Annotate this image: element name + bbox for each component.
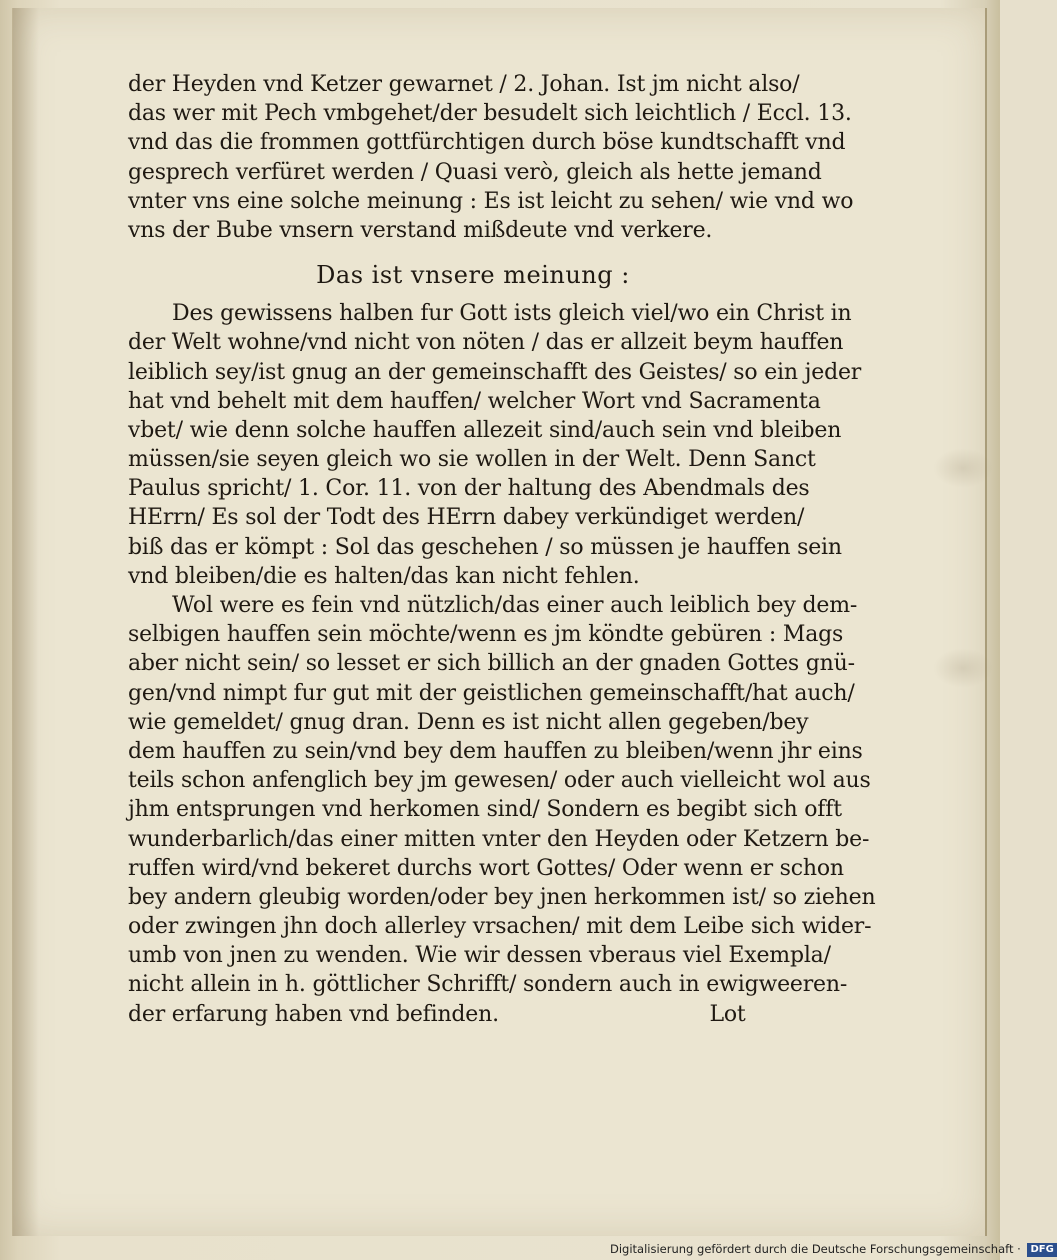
text-line: wunderbarlich/das einer mitten vnter den Heyden oder Ketzern be- [128,826,870,852]
gutter-shadow [13,8,39,1236]
ink-bleed-mark [933,448,993,488]
dfg-logo: DFG [1027,1243,1056,1257]
text-line: gesprech verfüret werden / Quasi verò, gleich als hette jemand [128,159,822,185]
text-line: umb von jnen zu wenden. Wie wir dessen vberaus viel Exempla/ [128,943,831,969]
text-line: HErrn/ Es sol der Todt des HErrn dabey verkündiget werden/ [128,505,805,531]
text-line: leiblich sey/ist gnug an der gemeinschafft des Geistes/ so ein jeder [128,359,862,385]
text-line-with-catchword: der erfarung haben vnd befinden. Lot [128,1001,746,1027]
text-line: oder zwingen jhn doch allerley vrsachen/ mit dem Leibe sich wider- [128,914,872,940]
page-text-block [128,70,876,1029]
text-line: das wer mit Pech vmbgehet/der besudelt sich leichtlich / Eccl. 13. [128,101,852,127]
text-line: gen/vnd nimpt fur gut mit der geistlichen gemeinschafft/hat auch/ [128,680,855,706]
text-line: biß das er kömpt : Sol das geschehen / so müssen je hauffen sein [128,534,842,560]
text-line: ruffen wird/vnd bekeret durchs wort Gottes/ Oder wenn er schon [128,855,844,881]
credit-text: Digitalisierung gefördert durch die Deutsche Forschungsgemeinschaft [610,1242,1014,1256]
text-line: Paulus spricht/ 1. Cor. 11. von der haltung des Abendmals des [128,476,810,502]
text-line: vnter vns eine solche meinung : Es ist leicht zu sehen/ wie vnd wo [128,188,854,214]
text-line: nicht allein in h. göttlicher Schrifft/ sondern auch in ewigweeren- [128,972,848,998]
text-line: Wol were es fein vnd nützlich/das einer auch leiblich bey dem- [172,593,858,618]
paragraph-intro [128,70,854,245]
text-line: vns der Bube vnsern verstand mißdeute vnd verkere. [128,217,713,243]
text-line: wie gemeldet/ gnug dran. Denn es ist nicht allen gegeben/bey [128,709,809,735]
paragraph-body [128,299,876,1029]
text-line: müssen/sie seyen gleich wo sie wollen in der Welt. Denn Sanct [128,447,816,473]
digitization-credit: Digitalisierung gefördert durch die Deutsche Forschungsgemeinschaft · DFG [610,1240,998,1258]
text-line: teils schon anfenglich bey jm gewesen/ oder auch vielleicht wol aus [128,768,871,794]
ink-bleed-mark [933,648,993,688]
section-heading: Das ist vnsere meinung : [316,261,630,290]
text-line: Des gewissens halben fur Gott ists gleich viel/wo ein Christ in [172,301,852,327]
text-line: vbet/ wie denn solche hauffen allezeit sind/auch sein vnd bleiben [128,417,842,443]
text-line: der Heyden vnd Ketzer gewarnet / 2. Johan. Ist jm nicht also/ [128,72,800,97]
text-line: selbigen hauffen sein möchte/wenn es jm köndte gebüren : Mags [128,622,844,648]
text-line: aber nicht sein/ so lesset er sich billich an der gnaden Gottes gnü- [128,651,855,677]
text-line: vnd das die frommen gottfürchtigen durch böse kundtschafft vnd [128,130,846,156]
text-line: hat vnd behelt mit dem hauffen/ welcher Wort vnd Sacramenta [128,388,821,414]
text-line: bey andern gleubig worden/oder bey jnen herkommen ist/ so ziehen [128,884,876,910]
text-line: der Welt wohne/vnd nicht von nöten / das er allzeit beym hauffen [128,330,844,356]
text-line: dem hauffen zu sein/vnd bey dem hauffen zu bleiben/wenn jhr eins [128,738,863,764]
text-line: vnd bleiben/die es halten/das kan nicht fehlen. [128,563,640,589]
text-line: jhm entsprungen vnd herkomen sind/ Sondern es begibt sich offt [128,797,842,823]
